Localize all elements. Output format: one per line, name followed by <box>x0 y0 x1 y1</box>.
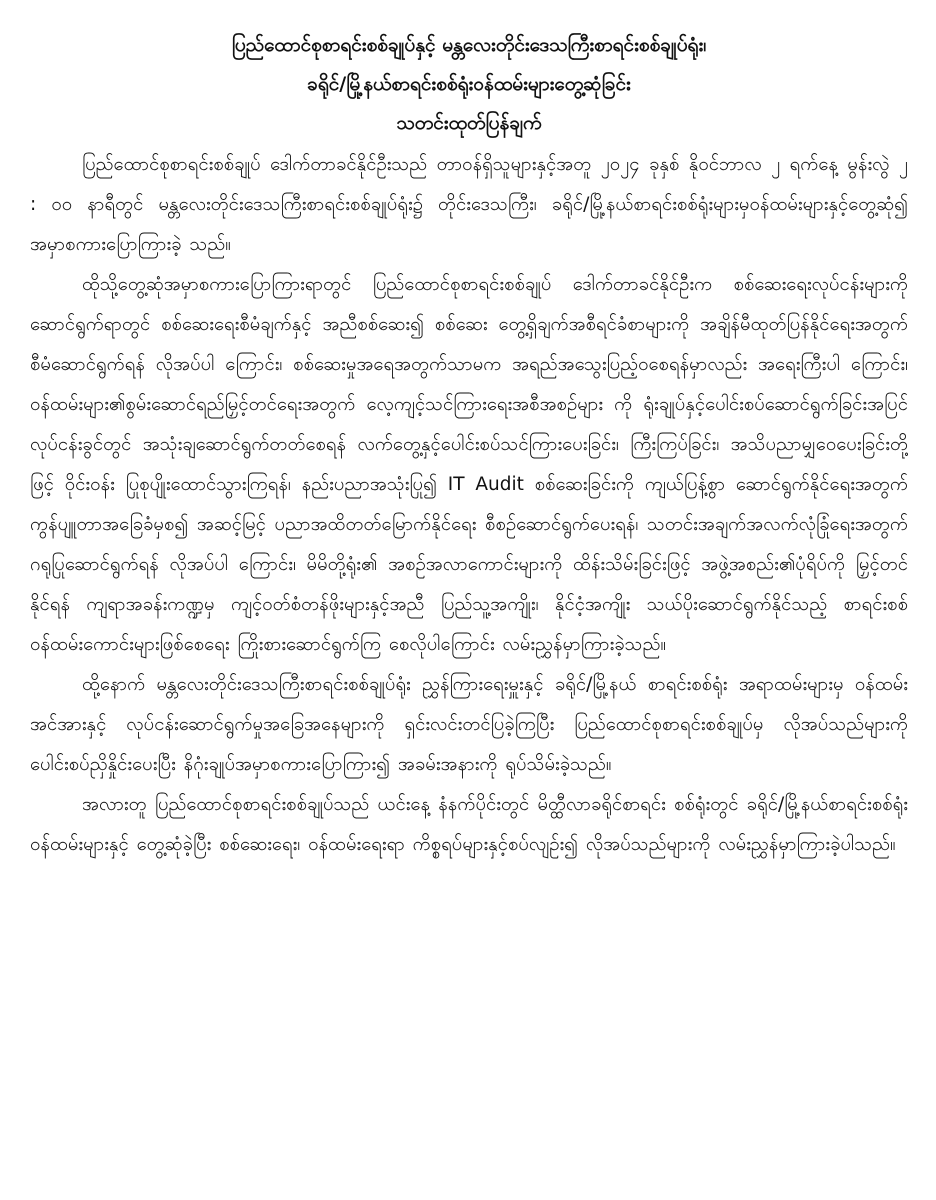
title-line-2: ခရိုင်/မြို့နယ်စာရင်းစစ်ရုံးဝန်ထမ်းများတွေ့ဆုံခြင်း <box>307 73 631 95</box>
paragraph-2: ထိုသို့တွေ့ဆုံအမှာစကားပြောကြားရာတွင် ပြည်ထောင်စုစာရင်းစစ်ချုပ် ဒေါက်တာခင်နိုင်ဦးက စစ်ဆေးရေးလုပ်ငန်းများကို ဆောင်ရွက်ရာတွင် စစ်ဆေးရေးစီမံချက်နှင့် အညီစစ်ဆေး၍ စစ်ဆေး တွေ့ရှိချက်အစီရင်ခံစာများကို အချိန်မီထုတ်ပြန်နိုင်ရေးအတွက် စီမံဆောင်ရွက်ရန် လိုအပ်ပါ ကြောင်း၊ စစ်ဆေးမှုအရေအတွက်သာမက အရည်အသွေးပြည့်ဝစေရန်မှာလည်း အရေးကြီးပါ ကြောင်း၊ ဝန်ထမ်းများ၏စွမ်းဆောင်ရည်မြှင့်တင်ရေးအတွက် လေ့ကျင့်သင်ကြားရေးအစီအစဉ်များ ကို ရုံးချုပ်နှင့်ပေါင်းစပ်ဆောင်ရွက်ခြင်းအပြင် လုပ်ငန်းခွင်တွင် အသုံးချဆောင်ရွက်တတ်စေရန် လက်တွေ့နှင့်ပေါင်းစပ်သင်ကြားပေးခြင်း၊ ကြီးကြပ်ခြင်း၊ အသိပညာမျှဝေပေးခြင်းတို့ဖြင့် ဝိုင်းဝန်း ပြုစုပျိုးထောင်သွားကြရန်၊ နည်းပညာအသုံးပြု၍ IT Audit စစ်ဆေးခြင်းကို ကျယ်ပြန့်စွာ ဆောင်ရွက်နိုင်ရေးအတွက် ကွန်ပျူတာအခြေခံမှစ၍ အဆင့်မြင့် ပညာအထိတတ်မြောက်နိုင်ရေး စီစဉ်ဆောင်ရွက်ပေးရန်၊ သတင်းအချက်အလက်လုံခြုံရေးအတွက် ဂရုပြုဆောင်ရွက်ရန် လိုအပ်ပါ ကြောင်း၊ မိမိတို့ရုံး၏ အစဉ်အလာကောင်းများကို ထိန်းသိမ်းခြင်းဖြင့် အဖွဲ့အစည်း၏ပုံရိပ်ကို မြှင့်တင်နိုင်ရန် ကျရာအခန်းကဏ္ဍမှ ကျင့်ဝတ်စံတန်ဖိုးများနှင့်အညီ ပြည်သူ့အကျိုး၊ နိုင်ငံ့အကျိုး သယ်ပိုးဆောင်ရွက်နိုင်သည့် စာရင်းစစ်ဝန်ထမ်းကောင်းများဖြစ်စေရေး ကြိုးစားဆောင်ရွက်ကြ စေလိုပါကြောင်း လမ်းညွှန်မှာကြားခဲ့သည်။ <box>30 274 908 655</box>
paragraph-3: ထို့နောက် မန္တလေးတိုင်းဒေသကြီးစာရင်းစစ်ချုပ်ရုံး ညွှန်ကြားရေးမှူးနှင့် ခရိုင်/မြို့နယ် စာရင်းစစ်ရုံး အရာထမ်းများမှ ဝန်ထမ်းအင်အားနှင့် လုပ်ငန်းဆောင်ရွက်မှုအခြေအနေများကို ရှင်းလင်းတင်ပြခဲ့ကြပြီး ပြည်ထောင်စုစာရင်းစစ်ချုပ်မှ လိုအပ်သည်များကို ပေါင်းစပ်ညှိနှိုင်းပေးပြီး နိဂုံးချုပ်အမှာစကားပြောကြား၍ အခမ်းအနားကို ရုပ်သိမ်းခဲ့သည်။ <box>30 674 908 775</box>
title-line-3: သတင်းထုတ်ပြန်ချက် <box>396 112 542 134</box>
body-text <box>30 145 908 865</box>
title-block <box>30 26 908 143</box>
title-line-1: ပြည်ထောင်စုစာရင်းစစ်ချုပ်နှင့် မန္တလေးတိုင်းဒေသကြီးစာရင်းစစ်ချုပ်ရုံး၊ <box>231 34 707 56</box>
paragraph-1: ပြည်ထောင်စုစာရင်းစစ်ချုပ် ဒေါက်တာခင်နိုင်ဦးသည် တာဝန်ရှိသူများနှင့်အတူ ၂၀၂၄ ခုနှစ် နိုဝင်ဘာလ ၂ ရက်နေ့ မွန်းလွဲ ၂ : ၀၀ နာရီတွင် မန္တလေးတိုင်းဒေသကြီးစာရင်းစစ်ချုပ်ရုံး၌ တိုင်းဒေသကြီး၊ ခရိုင်/မြို့နယ်စာရင်းစစ်ရုံးများမှဝန်ထမ်းများနှင့်တွေ့ဆုံ၍ အမှာစကားပြောကြားခဲ့ သည်။ <box>30 154 908 255</box>
paragraph-4: အလားတူ ပြည်ထောင်စုစာရင်းစစ်ချုပ်သည် ယင်းနေ့ နံနက်ပိုင်းတွင် မိတ္ထီလာခရိုင်စာရင်း စစ်ရုံးတွင် ခရိုင်/မြို့နယ်စာရင်းစစ်ရုံးဝန်ထမ်းများနှင့် တွေ့ဆုံခဲ့ပြီး စစ်ဆေးရေး၊ ဝန်ထမ်းရေးရာ ကိစ္စရပ်များနှင့်စပ်လျဉ်း၍ လိုအပ်သည်များကို လမ်းညွှန်မှာကြားခဲ့ပါသည်။ <box>30 794 908 855</box>
